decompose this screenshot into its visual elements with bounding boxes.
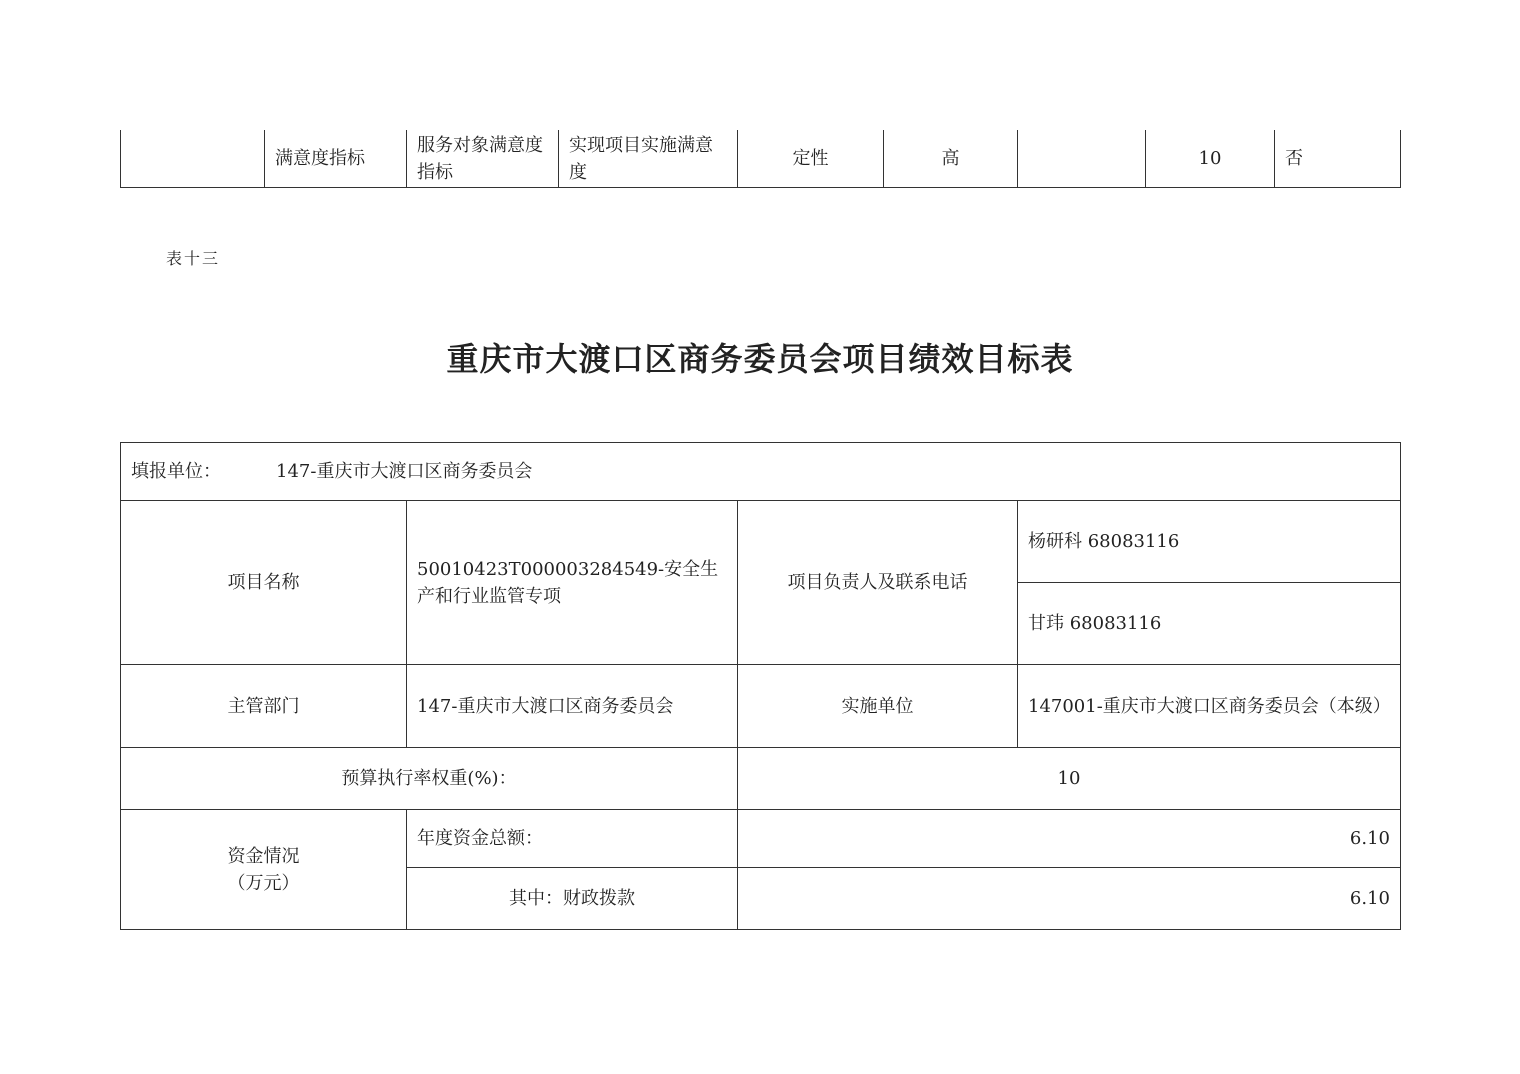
table-row xyxy=(121,501,1401,583)
fiscal-label: 其中：财政拨款 xyxy=(407,868,738,930)
project-name-label: 项目名称 xyxy=(121,501,407,665)
project-name-value: 50010423T000003284549-安全生产和行业监管专项 xyxy=(407,501,738,665)
table-row xyxy=(121,810,1401,868)
funds-label-line1: 资金情况 xyxy=(227,845,300,867)
fiscal-value: 6.10 xyxy=(738,868,1401,930)
prev-score-cell: 10 xyxy=(1146,130,1275,188)
leader-2-value: 甘玮 68083116 xyxy=(1018,583,1401,665)
prev-core-cell: 否 xyxy=(1275,130,1401,188)
annual-total-label: 年度资金总额： xyxy=(407,810,738,868)
leader-label: 项目负责人及联系电话 xyxy=(738,501,1018,665)
table-row xyxy=(121,130,1401,188)
impl-value: 147001-重庆市大渡口区商务委员会（本级） xyxy=(1018,665,1401,748)
prev-indicator-cell: 实现项目实施满意度 xyxy=(559,130,738,188)
budget-weight-label: 预算执行率权重(%)： xyxy=(121,748,738,810)
prev-target-cell: 高 xyxy=(884,130,1018,188)
funds-label-line2: （万元） xyxy=(227,872,300,894)
filler-value: 147-重庆市大渡口区商务委员会 xyxy=(276,461,533,482)
budget-weight-value: 10 xyxy=(738,748,1401,810)
filler-label: 填报单位： xyxy=(131,461,221,482)
previous-table-continuation xyxy=(120,130,1401,188)
prev-nature-cell: 定性 xyxy=(738,130,884,188)
impl-label: 实施单位 xyxy=(738,665,1018,748)
table-number-label: 表十三 xyxy=(166,249,221,268)
funds-label xyxy=(121,810,407,930)
table-row xyxy=(121,748,1401,810)
prev-col1-cell xyxy=(121,130,265,188)
performance-goal-table xyxy=(120,442,1401,930)
leader-1-value: 杨研科 68083116 xyxy=(1018,501,1401,583)
page-title: 重庆市大渡口区商务委员会项目绩效目标表 xyxy=(446,340,1074,378)
annual-total-value: 6.10 xyxy=(738,810,1401,868)
filler-row-cell xyxy=(121,443,1401,501)
table-row xyxy=(121,443,1401,501)
prev-level1-cell: 满意度指标 xyxy=(265,130,407,188)
table-row xyxy=(121,665,1401,748)
prev-level2-cell: 服务对象满意度指标 xyxy=(407,130,559,188)
dept-label: 主管部门 xyxy=(121,665,407,748)
dept-value: 147-重庆市大渡口区商务委员会 xyxy=(407,665,738,748)
prev-blank-cell xyxy=(1018,130,1146,188)
